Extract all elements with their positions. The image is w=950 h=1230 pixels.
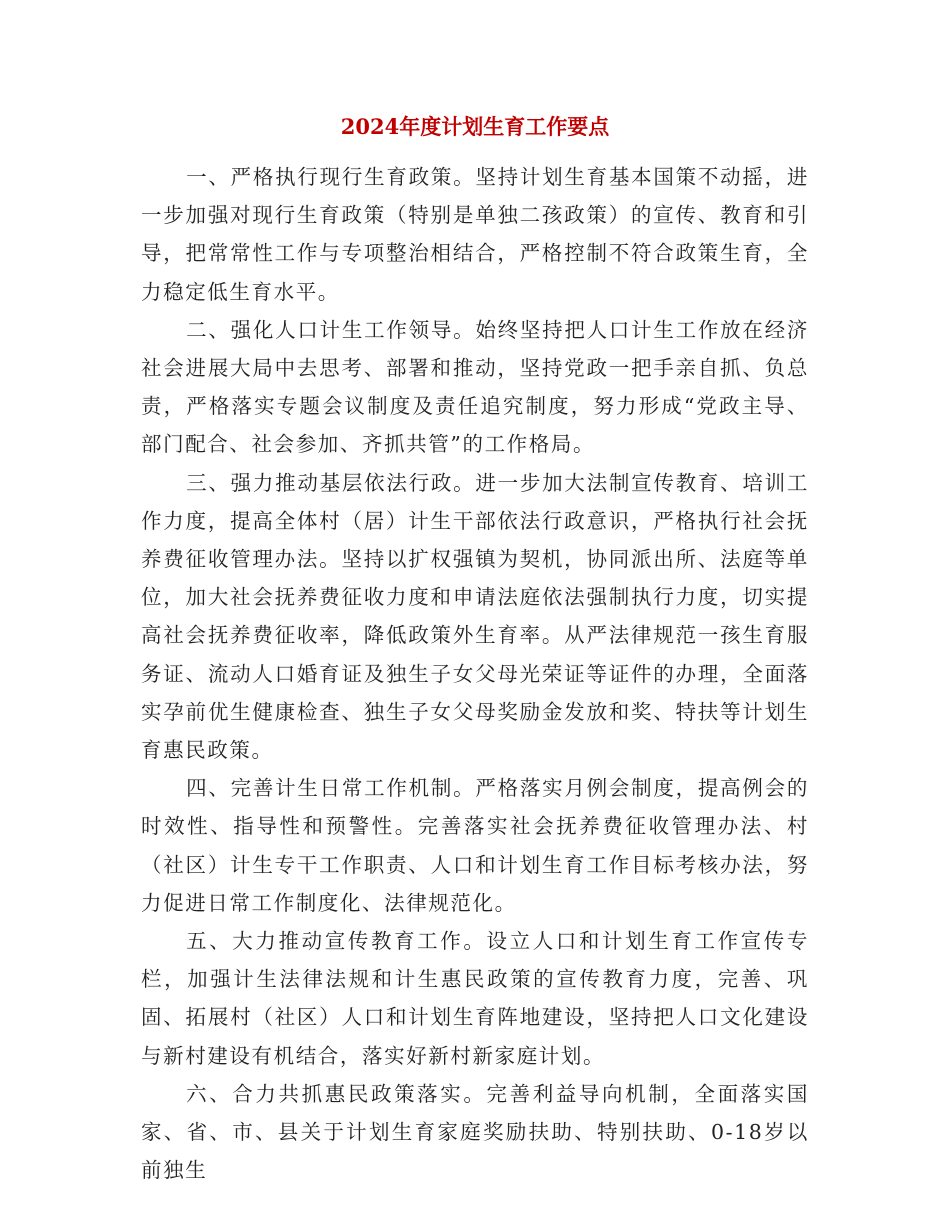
paragraph-3: 三、强力推动基层依法行政。进一步加大法制宣传教育、培训工作力度，提高全体村（居）计生干部依法行政意识，严格执行社会抚养费征收管理办法。坚持以扩权强镇为契机，协同派出所、法庭等单位，加大社会抚养费征收力度和申请法庭依法强制执行力度，切实提高社会抚养费征收率，降低政策外生育率。从严法律规范一孩生育服务证、流动人口婚育证及独生子女父母光荣证等证件的办理，全面落实孕前优生健康检查、独生子女父母奖励金发放和奖、特扶等计划生育惠民政策。 <box>141 470 809 763</box>
paragraph-2: 二、强化人口计生工作领导。始终坚持把人口计生工作放在经济社会进展大局中去思考、部署和推动，坚持党政一把手亲自抓、负总责，严格落实专题会议制度及责任追究制度，努力形成“党政主导、部门配合、社会参加、齐抓共管”的工作格局。 <box>141 317 809 457</box>
document-body <box>141 158 809 1189</box>
paragraph-1: 一、严格执行现行生育政策。坚持计划生育基本国策不动摇，进一步加强对现行生育政策（特别是单独二孩政策）的宣传、教育和引导，把常常性工作与专项整治相结合，严格控制不符合政策生育，全力稳定低生育水平。 <box>141 165 809 304</box>
paragraph-4: 四、完善计生日常工作机制。严格落实月例会制度，提高例会的时效性、指导性和预警性。完善落实社会抚养费征收管理办法、村（社区）计生专干工作职责、人口和计划生育工作目标考核办法，努力促进日常工作制度化、法律规范化。 <box>141 776 809 915</box>
document-title: 2024年度计划生育工作要点 <box>340 114 610 139</box>
paragraph-5: 五、大力推动宣传教育工作。设立人口和计划生育工作宣传专栏，加强计生法律法规和计生惠民政策的宣传教育力度，完善、巩固、拓展村（社区）人口和计划生育阵地建设，坚持把人口文化建设与新村建设有机结合，落实好新村新家庭计划。 <box>141 929 809 1068</box>
paragraph-6: 六、合力共抓惠民政策落实。完善利益导向机制，全面落实国家、省、市、县关于计划生育家庭奖励扶助、特别扶助、0-18岁以前独生 <box>141 1081 809 1183</box>
